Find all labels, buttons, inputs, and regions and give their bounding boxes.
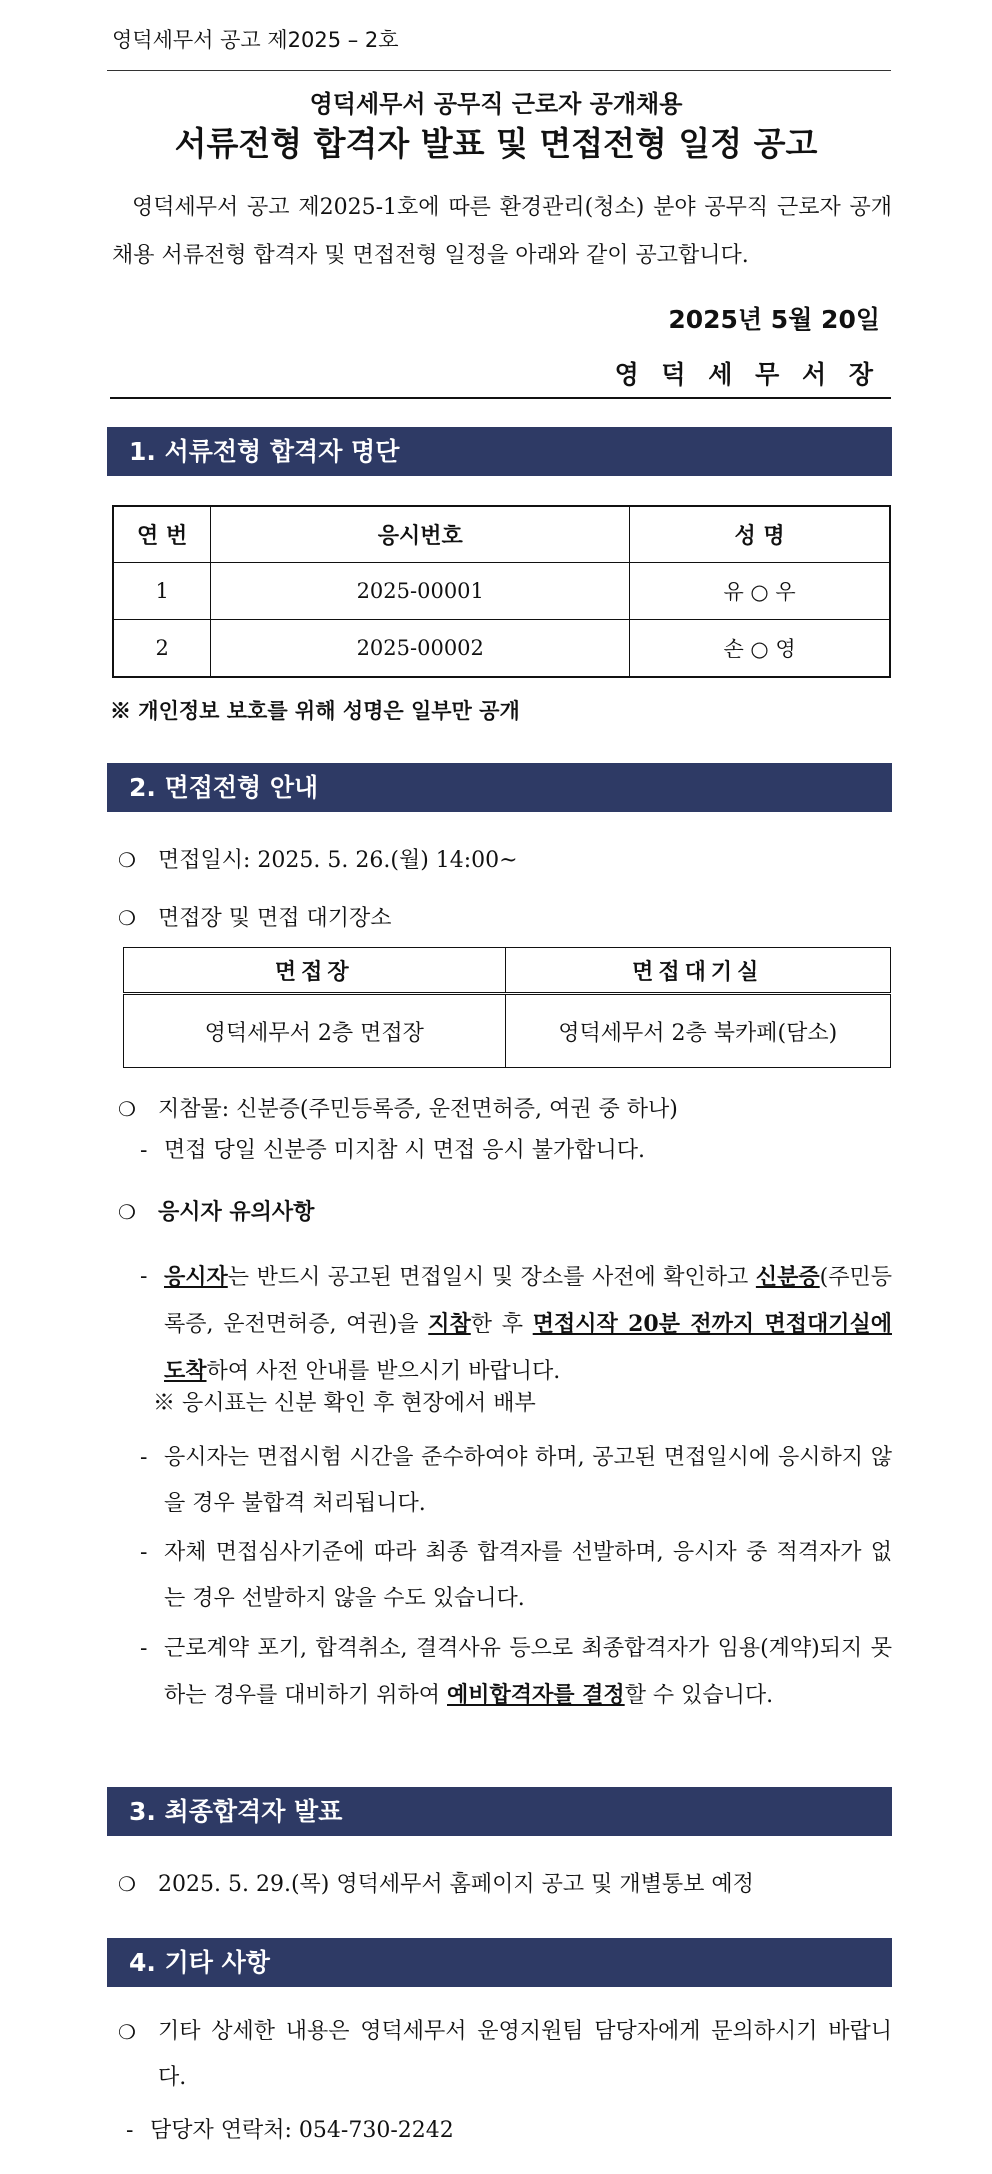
cell-no: 1 bbox=[113, 563, 211, 620]
venue-text: 면접장 및 면접 대기장소 bbox=[158, 906, 392, 931]
bullet-mark: ❍ bbox=[118, 2020, 136, 2044]
caution-3-text: 자체 면접심사기준에 따라 최종 합격자를 선발하며, 응시자 중 적격자가 없는 경우 선발하지 않을 수도 있습니다. bbox=[164, 1540, 892, 1611]
other-info-item bbox=[118, 2009, 892, 2101]
column-header-name: 성 명 bbox=[630, 506, 890, 563]
caution-1-note: ※ 응시표는 신분 확인 후 현장에서 배부 bbox=[153, 1391, 536, 1416]
notice-title: 서류전형 합격자 발표 및 면접전형 일정 공고 bbox=[174, 124, 818, 163]
other-info-text: 기타 상세한 내용은 영덕세무서 운영지원팀 담당자에게 문의하시기 바랍니다. bbox=[158, 2019, 892, 2090]
bullet-mark: ❍ bbox=[118, 1872, 136, 1896]
notice-number: 영덕세무서 공고 제2025 – 2호 bbox=[112, 28, 399, 52]
caution-1-part: 지참 bbox=[428, 1311, 471, 1337]
column-header-no: 연 번 bbox=[113, 506, 211, 563]
caution-1-part: (주민등록증, 운전면허증, 여권)을 bbox=[164, 1265, 892, 1337]
header-divider bbox=[107, 70, 891, 71]
intro-paragraph: 영덕세무서 공고 제2025-1호에 따른 환경관리(청소) 분야 공무직 근로자 공개채용 서류전형 합격자 및 면접전형 일정을 아래와 같이 공고합니다. bbox=[112, 195, 892, 268]
venue-item bbox=[118, 901, 392, 932]
venue-table bbox=[123, 947, 891, 1068]
caution-title-item bbox=[118, 1195, 314, 1226]
issuing-office: 영 덕 세 무 서 장 bbox=[614, 360, 880, 389]
section-heading-3: 3. 최종합격자 발표 bbox=[107, 1787, 892, 1836]
notice-date: 2025년 5월 20일 bbox=[668, 305, 880, 334]
caution-1-part: 는 반드시 공고된 면접일시 및 장소를 사전에 확인하고 bbox=[227, 1265, 756, 1290]
caution-4-part: 근로계약 포기, 합격취소, 결격사유 등으로 최종합격자가 임용(계약)되지 못하는 경우를 대비하기 위하여 bbox=[164, 1636, 892, 1708]
office-divider bbox=[110, 397, 891, 399]
caution-1-part: 한 후 bbox=[470, 1312, 533, 1337]
contact-item: - 담당자 연락처: 054-730-2242 bbox=[126, 2108, 878, 2154]
table-row bbox=[113, 620, 890, 678]
items-item bbox=[118, 1092, 678, 1123]
cell-exam-no: 2025-00001 bbox=[211, 563, 630, 620]
bullet-mark: ❍ bbox=[118, 848, 136, 872]
bullet-mark: ❍ bbox=[118, 1200, 136, 1224]
caution-4-part: 예비합격자를 결정 bbox=[447, 1682, 625, 1708]
caution-title: 응시자 유의사항 bbox=[158, 1199, 315, 1225]
items-text: 지참물: 신분증(주민등록증, 운전면허증, 여권 중 하나) bbox=[158, 1097, 678, 1122]
interview-date-item bbox=[118, 843, 518, 874]
privacy-note: ※ 개인정보 보호를 위해 성명은 일부만 공개 bbox=[110, 698, 520, 723]
caution-3: - 자체 면접심사기준에 따라 최종 합격자를 선발하며, 응시자 중 적격자가 없는 경우 선발하지 않을 수도 있습니다. bbox=[140, 1530, 892, 1622]
final-announcement-text: 2025. 5. 29.(목) 영덕세무서 홈페이지 공고 및 개별통보 예정 bbox=[158, 1872, 754, 1897]
cell-exam-no: 2025-00002 bbox=[211, 620, 630, 678]
table-row bbox=[113, 563, 890, 620]
column-header-waiting-room: 면접대기실 bbox=[505, 948, 891, 994]
passed-candidates-table bbox=[112, 505, 891, 678]
cell-name: 손 ○ 영 bbox=[630, 620, 890, 678]
column-header-exam-no: 응시번호 bbox=[211, 506, 630, 563]
caution-2: - 응시자는 면접시험 시간을 준수하여야 하며, 공고된 면접일시에 응시하지 않을 경우 불합격 처리됩니다. bbox=[140, 1435, 892, 1527]
bullet-mark: ❍ bbox=[118, 906, 136, 930]
section-heading-4: 4. 기타 사항 bbox=[107, 1938, 892, 1987]
table-header-row bbox=[113, 506, 890, 563]
contact-text: 담당자 연락처: 054-730-2242 bbox=[150, 2118, 454, 2143]
column-header-interview-room: 면접장 bbox=[124, 948, 506, 994]
section-heading-2: 2. 면접전형 안내 bbox=[107, 763, 892, 812]
cell-waiting-room: 영덕세무서 2층 북카페(담소) bbox=[505, 994, 891, 1068]
items-subnote: - 면접 당일 신분증 미지참 시 면접 응시 불가합니다. bbox=[140, 1128, 892, 1174]
table-row bbox=[124, 994, 891, 1068]
interview-date-text: 면접일시: 2025. 5. 26.(월) 14:00~ bbox=[158, 848, 518, 873]
cell-interview-room: 영덕세무서 2층 면접장 bbox=[124, 994, 506, 1068]
caution-1-part: 면접시작 20분 전까지 면접대기실에 도착 bbox=[164, 1311, 892, 1384]
caution-1-part: 하여 사전 안내를 받으시기 바랍니다. bbox=[206, 1359, 561, 1384]
items-subnote-text: 면접 당일 신분증 미지참 시 면접 응시 불가합니다. bbox=[164, 1138, 645, 1163]
bullet-mark: ❍ bbox=[118, 1097, 136, 1121]
final-announcement-item bbox=[118, 1867, 754, 1898]
cell-name: 유 ○ 우 bbox=[630, 563, 890, 620]
section-heading-1: 1. 서류전형 합격자 명단 bbox=[107, 427, 892, 476]
caution-4-part: 할 수 있습니다. bbox=[624, 1683, 774, 1708]
caution-2-text: 응시자는 면접시험 시간을 준수하여야 하며, 공고된 면접일시에 응시하지 않을 경우 불합격 처리됩니다. bbox=[164, 1445, 892, 1516]
table-header-row bbox=[124, 948, 891, 994]
caution-1-part: 신분증 bbox=[755, 1264, 820, 1290]
caution-1: - 응시자는 반드시 공고된 면접일시 및 장소를 사전에 확인하고 신분증(주민등록증, 운전면허증, 여권)을 지참한 후 면접시작 20분 전까지 면접대기실에 도착하여 사전 안내를 받으시기 바랍니다. bbox=[140, 1264, 892, 1384]
caution-1-part: 응시자 bbox=[164, 1264, 228, 1290]
caution-4: - 근로계약 포기, 합격취소, 결격사유 등으로 최종합격자가 임용(계약)되지 못하는 경우를 대비하기 위하여 예비합격자를 결정할 수 있습니다. bbox=[140, 1636, 892, 1708]
notice-subtitle: 영덕세무서 공무직 근로자 공개채용 bbox=[309, 90, 683, 118]
cell-no: 2 bbox=[113, 620, 211, 678]
